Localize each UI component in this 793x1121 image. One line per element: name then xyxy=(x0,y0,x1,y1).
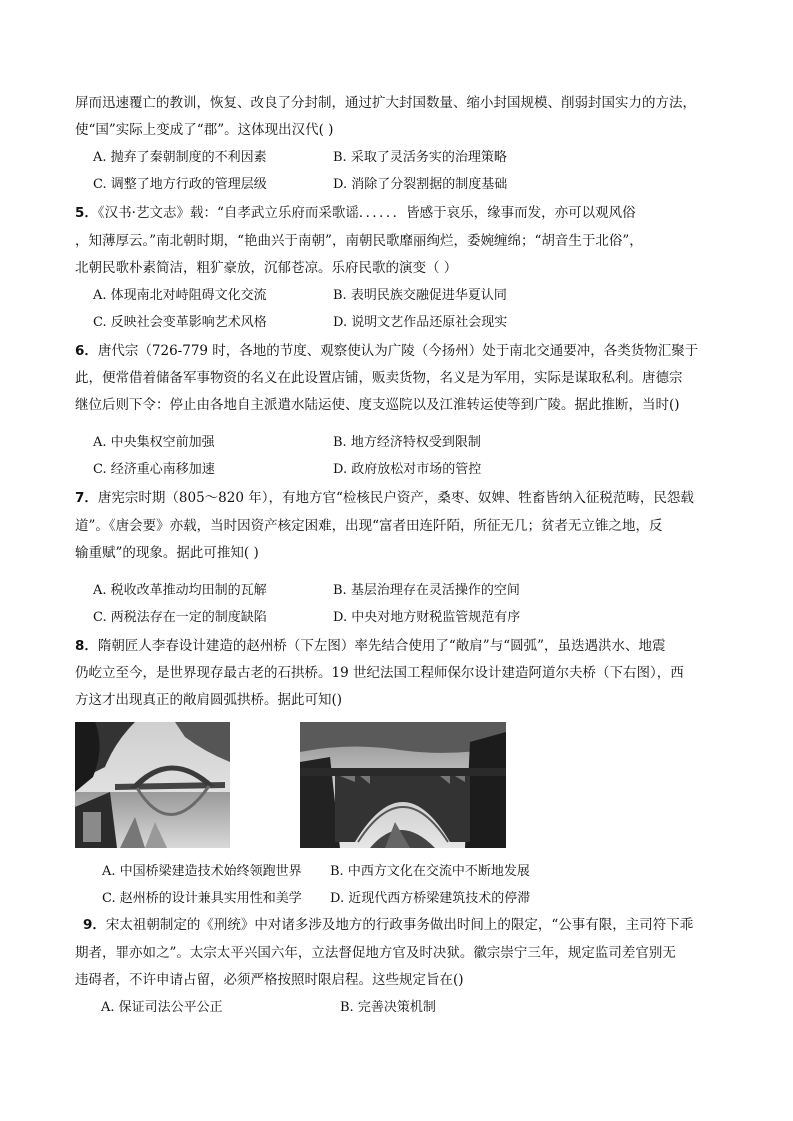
q6-option-b[interactable]: B. 地方经济特权受到限制 xyxy=(333,435,481,450)
q5-option-b[interactable]: B. 表明民族交融促进华夏认同 xyxy=(333,288,507,303)
q6-stem-line-3: 继位后则下令：停止由各地自主派遣水陆运使、度支巡院以及江淮转运使等到广陵。据此推断，当时() xyxy=(75,397,680,413)
q5-stem-line-2: ，知薄厚云。”南北朝时期，“艳曲兴于南朝”，南朝民歌靡丽绚烂，委婉缠绵；“胡音生于北俗”， xyxy=(75,233,643,249)
q9-stem-line-2: 期者，罪亦如之”。太宗太平兴国六年，立法督促地方官及时决狱。徽宗崇宁三年，规定监司差官别无 xyxy=(75,945,676,961)
q5-option-a[interactable]: A. 体现南北对峙阻碍文化交流 xyxy=(93,288,267,303)
q8-option-b[interactable]: B. 中西方文化在交流中不断地发展 xyxy=(330,864,530,879)
q9-stem-line-1: 9．宋太祖朝制定的《刑统》中对诸多涉及地方的行政事务做出时间上的限定，“公事有限，主司符下乖 xyxy=(83,917,694,933)
adolphe-bridge-photo xyxy=(300,722,506,848)
q8-stem-line-1: 8．隋朝匠人李春设计建造的赵州桥（下左图）率先结合使用了“敞肩”与“圆弧”，虽迭遇洪水、地震 xyxy=(75,638,666,654)
q9-number: 9． xyxy=(83,917,106,933)
q8-stem-line-3: 方这才出现真正的敞肩圆弧拱桥。据此可知() xyxy=(75,692,343,708)
zhaozhou-bridge-image xyxy=(75,722,230,848)
q5-stem-line-3: 北朝民歌朴素简洁，粗犷豪放，沉郁苍凉。乐府民歌的演变（ ） xyxy=(75,260,458,276)
q9-option-b[interactable]: B. 完善决策机制 xyxy=(340,1000,436,1015)
q4-option-a[interactable]: A. 抛弃了秦朝制度的不利因素 xyxy=(93,150,267,165)
q6-option-d[interactable]: D. 政府放松对市场的管控 xyxy=(333,462,482,477)
q4-option-d[interactable]: D. 消除了分裂割据的制度基础 xyxy=(333,177,508,192)
q8-option-a[interactable]: A. 中国桥梁建造技术始终领跑世界 xyxy=(102,864,302,879)
q6-option-a[interactable]: A. 中央集权空前加强 xyxy=(93,435,215,450)
q7-option-b[interactable]: B. 基层治理存在灵活操作的空间 xyxy=(333,583,520,598)
q5-stem-line-1: 5．《汉书·艺文志》载：“自孝武立乐府而采歌谣．．．．．．皆感于哀乐，缘事而发，亦可以观风俗 xyxy=(75,205,636,221)
q7-option-c[interactable]: C. 两税法存在一定的制度缺陷 xyxy=(93,610,267,625)
q6-stem-line-2: 此，便常借着储备军事物资的名义在此设置店铺，贩卖货物，名义是为军用，实际是谋取私利。唐德宗 xyxy=(75,370,683,386)
zhaozhou-bridge-photo xyxy=(75,722,230,848)
q7-option-d[interactable]: D. 中央对地方财税监管规范有序 xyxy=(333,610,521,625)
q7-stem-line-3: 输重赋”的现象。据此可推知( ) xyxy=(75,545,259,561)
q8-stem-line-2: 仍屹立至今，是世界现存最古老的石拱桥。19 世纪法国工程师保尔设计建造阿道尔夫桥（下右图），西 xyxy=(75,665,684,681)
q5-option-c[interactable]: C. 反映社会变革影响艺术风格 xyxy=(93,315,267,330)
q4-stem-line-1: 屏而迅速覆亡的教训，恢复、改良了分封制，通过扩大封国数量、缩小封国规模、削弱封国实力的方法， xyxy=(75,95,696,111)
q9-stem-line-3: 违碍者，不许申请占留，必须严格按照时限启程。这些规定旨在() xyxy=(75,972,464,988)
q5-number: 5． xyxy=(75,205,98,221)
q6-stem-line-1: 6．唐代宗（726-779 时，各地的节度、观察使认为广陵（今扬州）处于南北交通要冲，各类货物汇聚于 xyxy=(75,343,699,359)
q6-number: 6． xyxy=(75,343,98,359)
q7-option-a[interactable]: A. 税收改革推动均田制的瓦解 xyxy=(93,583,267,598)
q8-option-c[interactable]: C. 赵州桥的设计兼具实用性和美学 xyxy=(102,891,302,906)
q7-stem-line-2: 道”。《唐会要》亦载，当时因资产核定困难，出现“富者田连阡陌，所征无几；贫者无立锥之地，反 xyxy=(75,518,663,534)
q6-option-c[interactable]: C. 经济重心南移加速 xyxy=(93,462,215,477)
q4-stem-line-2: 使“国”实际上变成了“郡”。这体现出汉代( ) xyxy=(75,122,334,138)
q8-option-d[interactable]: D. 近现代西方桥梁建筑技术的停滞 xyxy=(330,891,531,906)
q7-stem-line-1: 7．唐宪宗时期（805～820 年），有地方官“检核民户资产，桑枣、奴婢、牲畜皆纳入征税范畴，民怨载 xyxy=(75,490,694,506)
q4-option-b[interactable]: B. 采取了灵活务实的治理策略 xyxy=(333,150,507,165)
q4-option-c[interactable]: C. 调整了地方行政的管理层级 xyxy=(93,177,267,192)
q5-option-d[interactable]: D. 说明文艺作品还原社会现实 xyxy=(333,315,508,330)
q8-number: 8． xyxy=(75,638,98,654)
q7-number: 7． xyxy=(75,490,98,506)
adolphe-bridge-image xyxy=(300,722,506,848)
q9-option-a[interactable]: A. 保证司法公平公正 xyxy=(101,1000,223,1015)
